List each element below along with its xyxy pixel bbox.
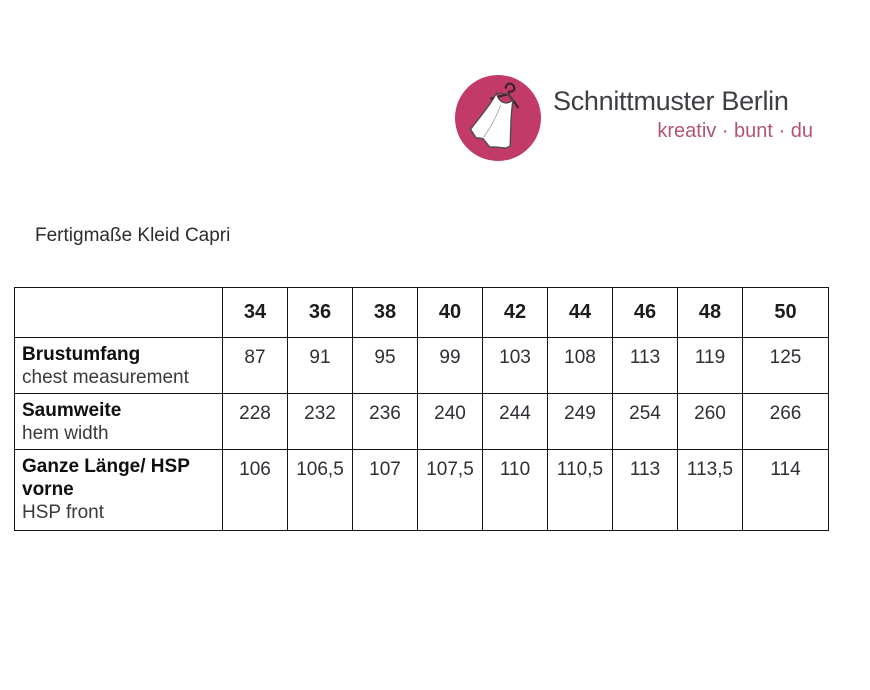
measurement-value-cell: 244 <box>483 394 548 450</box>
measurement-row <box>15 450 829 531</box>
brand-header <box>455 75 813 161</box>
size-column-header: 38 <box>353 288 418 338</box>
measurement-label-en: chest measurement <box>22 367 189 389</box>
measurement-value-cell: 106,5 <box>288 450 353 531</box>
measurement-value-cell: 99 <box>418 338 483 394</box>
measurement-value-cell: 113 <box>613 450 678 531</box>
size-column-header: 42 <box>483 288 548 338</box>
size-column-header: 40 <box>418 288 483 338</box>
size-column-header: 44 <box>548 288 613 338</box>
measurement-value-cell: 110 <box>483 450 548 531</box>
measurement-row <box>15 394 829 450</box>
brand-logo <box>455 75 541 161</box>
measurement-value-cell: 240 <box>418 394 483 450</box>
measurement-label-de: Ganze Länge/ HSP vorne <box>22 456 190 501</box>
measurement-value-cell: 103 <box>483 338 548 394</box>
brand-text-block <box>553 86 813 143</box>
measurement-value-cell: 232 <box>288 394 353 450</box>
measurement-label-de: Saumweite <box>22 400 122 421</box>
size-column-header: 50 <box>743 288 829 338</box>
size-column-header: 36 <box>288 288 353 338</box>
measurement-value-cell: 107 <box>353 450 418 531</box>
dress-on-hanger-icon <box>455 75 541 161</box>
measurement-value-cell: 106 <box>223 450 288 531</box>
measurement-value-cell: 87 <box>223 338 288 394</box>
measurement-value-cell: 113,5 <box>678 450 743 531</box>
measurement-value-cell: 91 <box>288 338 353 394</box>
measurement-label-cell <box>15 338 223 394</box>
size-column-header: 46 <box>613 288 678 338</box>
label-column-header <box>15 288 223 338</box>
measurement-label-de: Brustumfang <box>22 344 141 365</box>
measurement-value-cell: 236 <box>353 394 418 450</box>
size-header-row <box>15 288 829 338</box>
measurement-value-cell: 108 <box>548 338 613 394</box>
measurement-value-cell: 110,5 <box>548 450 613 531</box>
size-column-header: 34 <box>223 288 288 338</box>
brand-tagline: kreativ · bunt · du <box>657 120 813 142</box>
measurement-value-cell: 249 <box>548 394 613 450</box>
measurement-value-cell: 119 <box>678 338 743 394</box>
measurement-row <box>15 338 829 394</box>
measurement-value-cell: 113 <box>613 338 678 394</box>
page-title: Fertigmaße Kleid Capri <box>35 225 231 246</box>
measurement-value-cell: 254 <box>613 394 678 450</box>
measurement-label-en: HSP front <box>22 502 105 524</box>
size-table <box>14 287 829 531</box>
measurement-value-cell: 95 <box>353 338 418 394</box>
measurement-value-cell: 114 <box>743 450 829 531</box>
measurement-label-cell <box>15 450 223 531</box>
measurement-value-cell: 228 <box>223 394 288 450</box>
measurement-value-cell: 266 <box>743 394 829 450</box>
measurement-label-cell <box>15 394 223 450</box>
measurement-label-en: hem width <box>22 423 109 445</box>
measurement-value-cell: 125 <box>743 338 829 394</box>
measurement-value-cell: 107,5 <box>418 450 483 531</box>
measurement-value-cell: 260 <box>678 394 743 450</box>
brand-name: Schnittmuster Berlin <box>553 86 789 116</box>
size-column-header: 48 <box>678 288 743 338</box>
